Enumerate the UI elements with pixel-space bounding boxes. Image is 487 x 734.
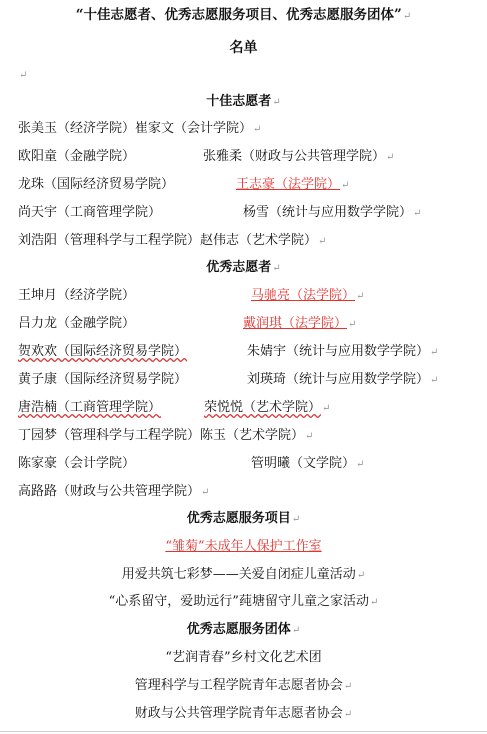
- paragraph-mark: ↵: [341, 180, 350, 191]
- paragraph-mark: ↵: [305, 431, 314, 442]
- paragraph-mark: ↵: [348, 319, 357, 330]
- volunteer-left: 唐浩楠（工商管理学院）: [18, 400, 162, 415]
- top-ten-row-4-right: [243, 205, 421, 222]
- paragraph-mark: ↵: [291, 514, 301, 525]
- volunteer-right: 刘瑛琦（统计与应用数学学院）: [247, 372, 430, 387]
- volunteer-left: 陈家豪（会计学院）: [18, 456, 136, 471]
- paragraph-mark: ↵: [430, 375, 439, 386]
- document-subtitle-text: 名单: [229, 40, 258, 56]
- paragraph-mark: ↵: [201, 487, 210, 498]
- volunteer-left: 欧阳童（金融学院）: [18, 149, 136, 164]
- volunteer-left: 高路路（财政与公共管理学院）: [18, 484, 201, 499]
- paragraph-mark: ↵: [19, 70, 28, 81]
- excellent-row-1-right: [251, 288, 364, 305]
- empty-paragraph: [18, 67, 27, 84]
- volunteer-left: 吕力龙（金融学院）: [18, 316, 136, 331]
- section-heading-text: 优秀志愿者: [206, 260, 272, 275]
- paragraph-mark: ↵: [291, 625, 301, 636]
- paragraph-mark: ↵: [369, 597, 379, 608]
- page-bottom-rule: [0, 731, 487, 732]
- group-name: 管理科学与工程学院青年志愿者协会: [134, 678, 343, 693]
- project-name-tracked-change: “雏菊”未成年人保护工作室: [165, 539, 322, 554]
- top-ten-row-5: [18, 233, 326, 250]
- volunteer-pair: 张美玉（经济学院）崔家文（会计学院）: [18, 121, 253, 136]
- excellent-row-1-left: [18, 288, 135, 304]
- group-item-3: [0, 706, 487, 723]
- top-ten-row-1: [18, 121, 261, 138]
- volunteer-left: 贺欢欢（国际经济贸易学院）: [18, 344, 188, 359]
- excellent-row-4-left: [18, 372, 187, 388]
- project-name: “心系留守，爱助远行”莼塘留守儿童之家活动: [108, 594, 369, 609]
- volunteer-right: 荣悦悦（艺术学院）: [204, 400, 322, 415]
- top-ten-row-2-right: [203, 149, 394, 166]
- volunteer-left: 黄子康（国际经济贸易学院）: [18, 372, 188, 387]
- volunteer-pair: 丁园梦（管理科学与工程学院）陈玉（艺术学院）: [18, 428, 305, 443]
- paragraph-mark: ↵: [322, 403, 331, 414]
- excellent-row-7-right: [251, 456, 364, 473]
- group-item-1: [0, 650, 487, 666]
- paragraph-mark: ↵: [430, 347, 439, 358]
- document-subtitle: [0, 40, 487, 56]
- section-heading-text: 十佳志愿者: [206, 94, 272, 109]
- paragraph-mark: ↵: [343, 709, 353, 720]
- paragraph-mark: ↵: [253, 124, 262, 135]
- project-item-1: [0, 539, 487, 555]
- volunteer-right-tracked-change: 马驰亮（法学院）: [251, 288, 356, 303]
- top-ten-row-4-left: [18, 205, 161, 221]
- section-heading-groups: [0, 622, 487, 639]
- paragraph-mark: ↵: [413, 208, 422, 219]
- volunteer-right-tracked-change: 王志豪（法学院）: [236, 177, 341, 192]
- group-item-2: [0, 678, 487, 695]
- volunteer-left: 龙珠（国际经济贸易学院）: [18, 177, 175, 192]
- excellent-row-8: [18, 484, 209, 501]
- document-title: [0, 7, 487, 25]
- excellent-row-2-right: [243, 316, 356, 333]
- top-ten-row-3-left: [18, 177, 174, 193]
- excellent-row-5-right: [204, 400, 330, 417]
- excellent-row-3-left: [18, 344, 187, 360]
- section-heading-text: 优秀志愿服务项目: [186, 511, 291, 526]
- volunteer-right: 朱婧宇（统计与应用数学学院）: [247, 344, 430, 359]
- project-item-3: [0, 594, 487, 611]
- excellent-row-3-right: [247, 344, 438, 361]
- volunteer-left: 王坤月（经济学院）: [18, 288, 136, 303]
- group-name: “艺润青春”乡村文化艺术团: [165, 650, 322, 665]
- paragraph-mark: ↵: [356, 570, 366, 581]
- group-name: 财政与公共管理学院青年志愿者协会: [134, 706, 343, 721]
- excellent-row-7-left: [18, 456, 135, 472]
- excellent-row-2-left: [18, 316, 135, 332]
- paragraph-mark: ↵: [402, 11, 412, 22]
- paragraph-mark: ↵: [386, 152, 395, 163]
- document-title-text: “十佳志愿者、优秀志愿服务项目、优秀志愿服务团体”: [75, 7, 402, 23]
- section-heading-excellent: [0, 260, 487, 277]
- top-ten-row-3-right: [236, 177, 349, 194]
- volunteer-right: 管明曦（文学院）: [251, 456, 356, 471]
- project-name: 用爱共筑七彩梦——关爱自闭症儿童活动: [121, 567, 356, 582]
- top-ten-row-2-left: [18, 149, 135, 165]
- volunteer-right: 张雅柔（财政与公共管理学院）: [203, 149, 386, 164]
- paragraph-mark: ↵: [356, 291, 365, 302]
- volunteer-pair: 刘浩阳（管理科学与工程学院）赵伟志（艺术学院）: [18, 233, 318, 248]
- excellent-row-5-left: [18, 400, 161, 416]
- paragraph-mark: ↵: [318, 236, 327, 247]
- section-heading-projects: [0, 511, 487, 528]
- paragraph-mark: ↵: [343, 681, 353, 692]
- paragraph-mark: ↵: [272, 97, 281, 108]
- excellent-row-6: [18, 428, 313, 445]
- project-item-2: [0, 567, 487, 584]
- section-heading-top-ten: [0, 94, 487, 111]
- volunteer-right-tracked-change: 戴润琪（法学院）: [243, 316, 348, 331]
- volunteer-left: 尚天宇（工商管理学院）: [18, 205, 162, 220]
- section-heading-text: 优秀志愿服务团体: [186, 622, 291, 637]
- paragraph-mark: ↵: [356, 459, 365, 470]
- paragraph-mark: ↵: [272, 263, 281, 274]
- volunteer-right: 杨雪（统计与应用数学学院）: [243, 205, 413, 220]
- excellent-row-4-right: [247, 372, 438, 389]
